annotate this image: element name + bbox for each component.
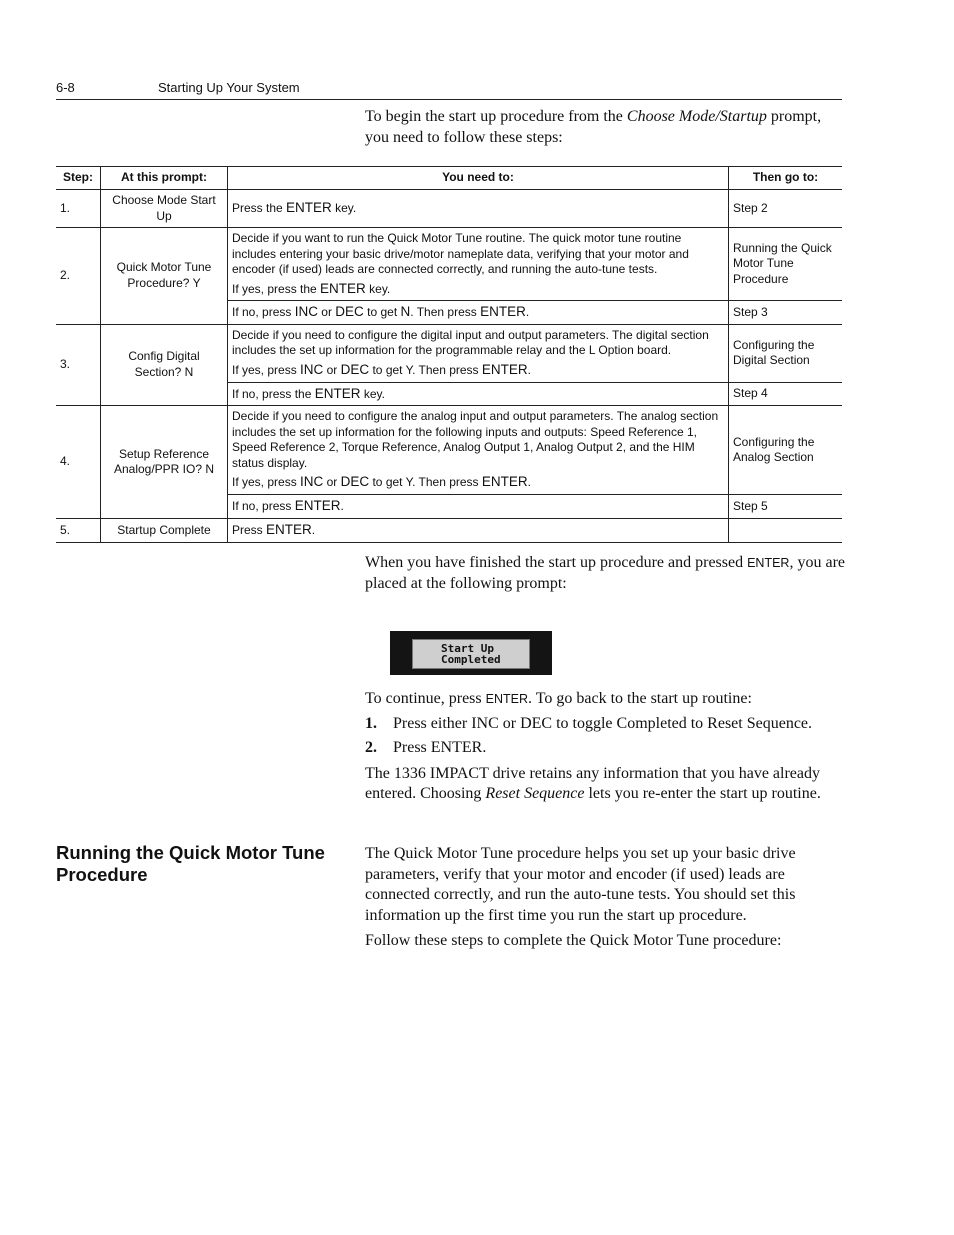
step-number: 2.	[56, 228, 101, 325]
table-row	[56, 519, 842, 543]
section-paragraph: Follow these steps to complete the Quick Motor Tune procedure:	[365, 932, 782, 949]
intro-paragraph	[365, 107, 845, 153]
action-cell: Press ENTER.	[228, 519, 729, 543]
then-cell: Running the Quick Motor Tune Procedure	[729, 228, 843, 301]
list-item: 1. Press either INC or DEC to toggle Completed to Reset Sequence.	[365, 714, 813, 732]
table-row	[56, 406, 842, 495]
then-cell: Step 4	[729, 382, 843, 406]
finished-paragraph: When you have finished the start up procedure and pressed ENTER, you are placed at the following prompt:	[365, 554, 845, 592]
then-cell: Step 3	[729, 301, 843, 325]
intro-text: To begin the start up procedure from the	[365, 108, 627, 125]
prompt-cell: Choose Mode Start Up	[101, 190, 228, 228]
chapter-title: Starting Up Your System	[158, 80, 300, 95]
lcd-line-1: Start Up	[441, 642, 494, 655]
step-number: 3.	[56, 324, 101, 406]
section-paragraph: The Quick Motor Tune procedure helps you set up your basic drive parameters, verify that your motor and encoder (if used) leads are connected correctly, and run the auto-tune tests. You should set this information up the first time you run the start up procedure.	[365, 845, 796, 924]
action-cell: Decide if you need to configure the digital input and output parameters. The digital section includes the set up information for the programmable relay and the L Option board. If yes, press INC or DEC to get Y. Then press ENTER.	[228, 324, 729, 382]
page-header	[56, 80, 842, 100]
prompt-cell: Quick Motor Tune Procedure? Y	[101, 228, 228, 325]
then-cell: Step 2	[729, 190, 843, 228]
col-header-step: Step:	[56, 167, 101, 190]
action-cell: If no, press INC or DEC to get N. Then press ENTER.	[228, 301, 729, 325]
prompt-cell: Startup Complete	[101, 519, 228, 543]
section-heading: Running the Quick Motor Tune Procedure	[56, 842, 325, 885]
col-header-then: Then go to:	[729, 167, 843, 190]
then-cell	[729, 519, 843, 543]
section-body	[365, 844, 845, 957]
then-cell: Configuring the Digital Section	[729, 324, 843, 382]
list-item: 2. Press ENTER.	[365, 739, 487, 756]
prompt-cell: Config Digital Section? N	[101, 324, 228, 406]
step-number: 1.	[56, 190, 101, 228]
startup-steps-table	[56, 166, 842, 543]
action-cell: Press the ENTER key.	[228, 190, 729, 228]
action-cell: If no, press ENTER.	[228, 495, 729, 519]
action-cell: Decide if you need to configure the analog input and output parameters. The analog section includes the set up information for the following inputs and outputs: Speed Reference 1, Speed Reference 2, Torque Reference, Analog Output 1, Analog Output 2, and the HIM status display. If yes, press INC or DEC to get Y. Then press ENTER.	[228, 406, 729, 495]
then-cell: Configuring the Analog Section	[729, 406, 843, 495]
step-number: 4.	[56, 406, 101, 519]
action-cell: If no, press the ENTER key.	[228, 382, 729, 406]
him-lcd-display	[390, 631, 552, 675]
continue-section: To continue, press ENTER. To go back to the start up routine: 1. Press either INC or DEC to toggle Completed to Reset Sequence. 2. Press ENTER. The 1336 IMPACT drive retains any information that you have already entered. Choosing Reset Sequence lets you re-enter the start up routine.	[365, 689, 845, 810]
reset-steps-list	[365, 714, 845, 759]
reset-sequence-term: Reset Sequence	[485, 785, 585, 802]
then-cell: Step 5	[729, 495, 843, 519]
intro-text-end: prompt, you need to follow these steps:	[365, 108, 822, 146]
table-header-row	[56, 167, 842, 190]
lcd-screen	[412, 639, 530, 669]
table-row	[56, 190, 842, 228]
prompt-name: Choose Mode/Startup	[626, 108, 767, 125]
step-number: 5.	[56, 519, 101, 543]
table-row	[56, 228, 842, 301]
enter-key-label: ENTER	[485, 692, 529, 706]
action-cell: Decide if you want to run the Quick Motor Tune routine. The quick motor tune routine includes entering your basic drive/motor nameplate data, verifying that your motor and encoder (if used) leads are connected correctly, and running the auto-tune tests. If yes, press the ENTER key.	[228, 228, 729, 301]
col-header-action: You need to:	[228, 167, 729, 190]
enter-key-label: ENTER	[747, 556, 790, 570]
lcd-line-2: Completed	[441, 653, 501, 666]
col-header-prompt: At this prompt:	[101, 167, 228, 190]
prompt-cell: Setup Reference Analog/PPR IO? N	[101, 406, 228, 519]
page-number: 6-8	[56, 80, 75, 95]
table-row	[56, 324, 842, 382]
